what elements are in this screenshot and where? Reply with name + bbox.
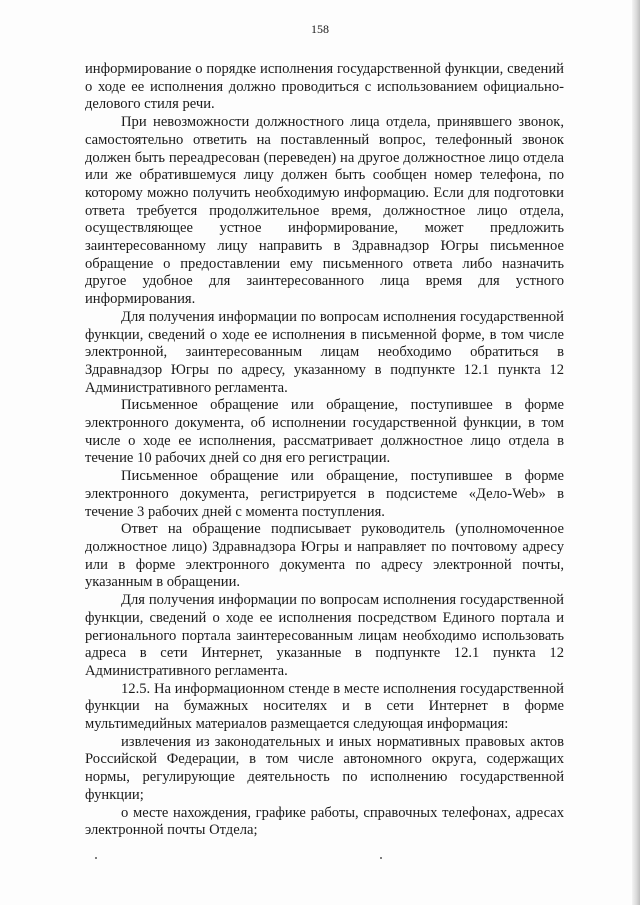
- scan-speck-left: [95, 857, 97, 859]
- paragraph-4: Письменное обращение или обращение, поступившее в форме электронного документа, об исполнении государственной функции, в том числе о ходе ее исполнения, рассматривает должностное лицо отдела в течение 10 рабочих дней со дня его регистрации.: [85, 397, 564, 467]
- paragraph-3: Для получения информации по вопросам исполнения государственной функции, сведений о ходе ее исполнения в письменной форме, в том числе электронной, заинтересованным лицам необходимо обратиться в Здравнадзор Югры по адресу, указанному в подпункте 12.1 пункта 12 Административного регламента.: [85, 308, 564, 396]
- paragraph-2: При невозможности должностного лица отдела, принявшего звонок, самостоятельно ответить на поставленный вопрос, телефонный звонок должен быть переадресован (переведен) на другое должностное лицо отдела или же обратившемуся лицу должен быть сообщен номер телефона, по которому можно получить необходимую информацию. Если для подготовки ответа требуется продолжительное время, должностное лицо отдела, осуществляющее устное информирование, может предложить заинтересованному лицу направить в Здравнадзор Югры письменное обращение о предоставлении ему письменного ответа либо назначить другое удобное для заинтересованного лица время для устного информирования.: [85, 114, 564, 308]
- document-body: [85, 61, 564, 840]
- paragraph-7: Для получения информации по вопросам исполнения государственной функции, сведений о ходе ее исполнения посредством Единого портала и регионального портала заинтересованным лицам необходимо использовать адреса в сети Интернет, указанные в подпункте 12.1 пункта 12 Административного регламента.: [85, 592, 564, 679]
- paragraph-10: о месте нахождения, графике работы, справочных телефонах, адресах электронной почты Отдела;: [85, 804, 564, 839]
- paragraph-9: извлечения из законодательных и иных нормативных правовых актов Российской Федерации, в том числе автономного округа, содержащих нормы, регулирующие деятельность по исполнению государственной функции;: [85, 733, 564, 803]
- page-number: 158: [311, 22, 329, 36]
- paragraph-6: Ответ на обращение подписывает руководитель (уполномоченное должностное лицо) Здравнадзора Югры и направляет по почтовому адресу или в форме электронного документа по адресу электронной почты, указанным в обращении.: [85, 521, 564, 591]
- scan-speck-right: [380, 857, 382, 859]
- scan-edge-shadow: [632, 0, 640, 905]
- paragraph-1: информирование о порядке исполнения государственной функции, сведений о ходе ее исполнения должно проводиться с использованием официально-делового стиля речи.: [85, 61, 564, 113]
- paragraph-5: Письменное обращение или обращение, поступившее в форме электронного документа, регистрируется в подсистеме «Дело-Web» в течение 3 рабочих дней с момента поступления.: [85, 468, 564, 520]
- paragraph-8: 12.5. На информационном стенде в месте исполнения государственной функции на бумажных носителях и в сети Интернет в форме мультимедийных материалов размещается следующая информация:: [85, 680, 564, 733]
